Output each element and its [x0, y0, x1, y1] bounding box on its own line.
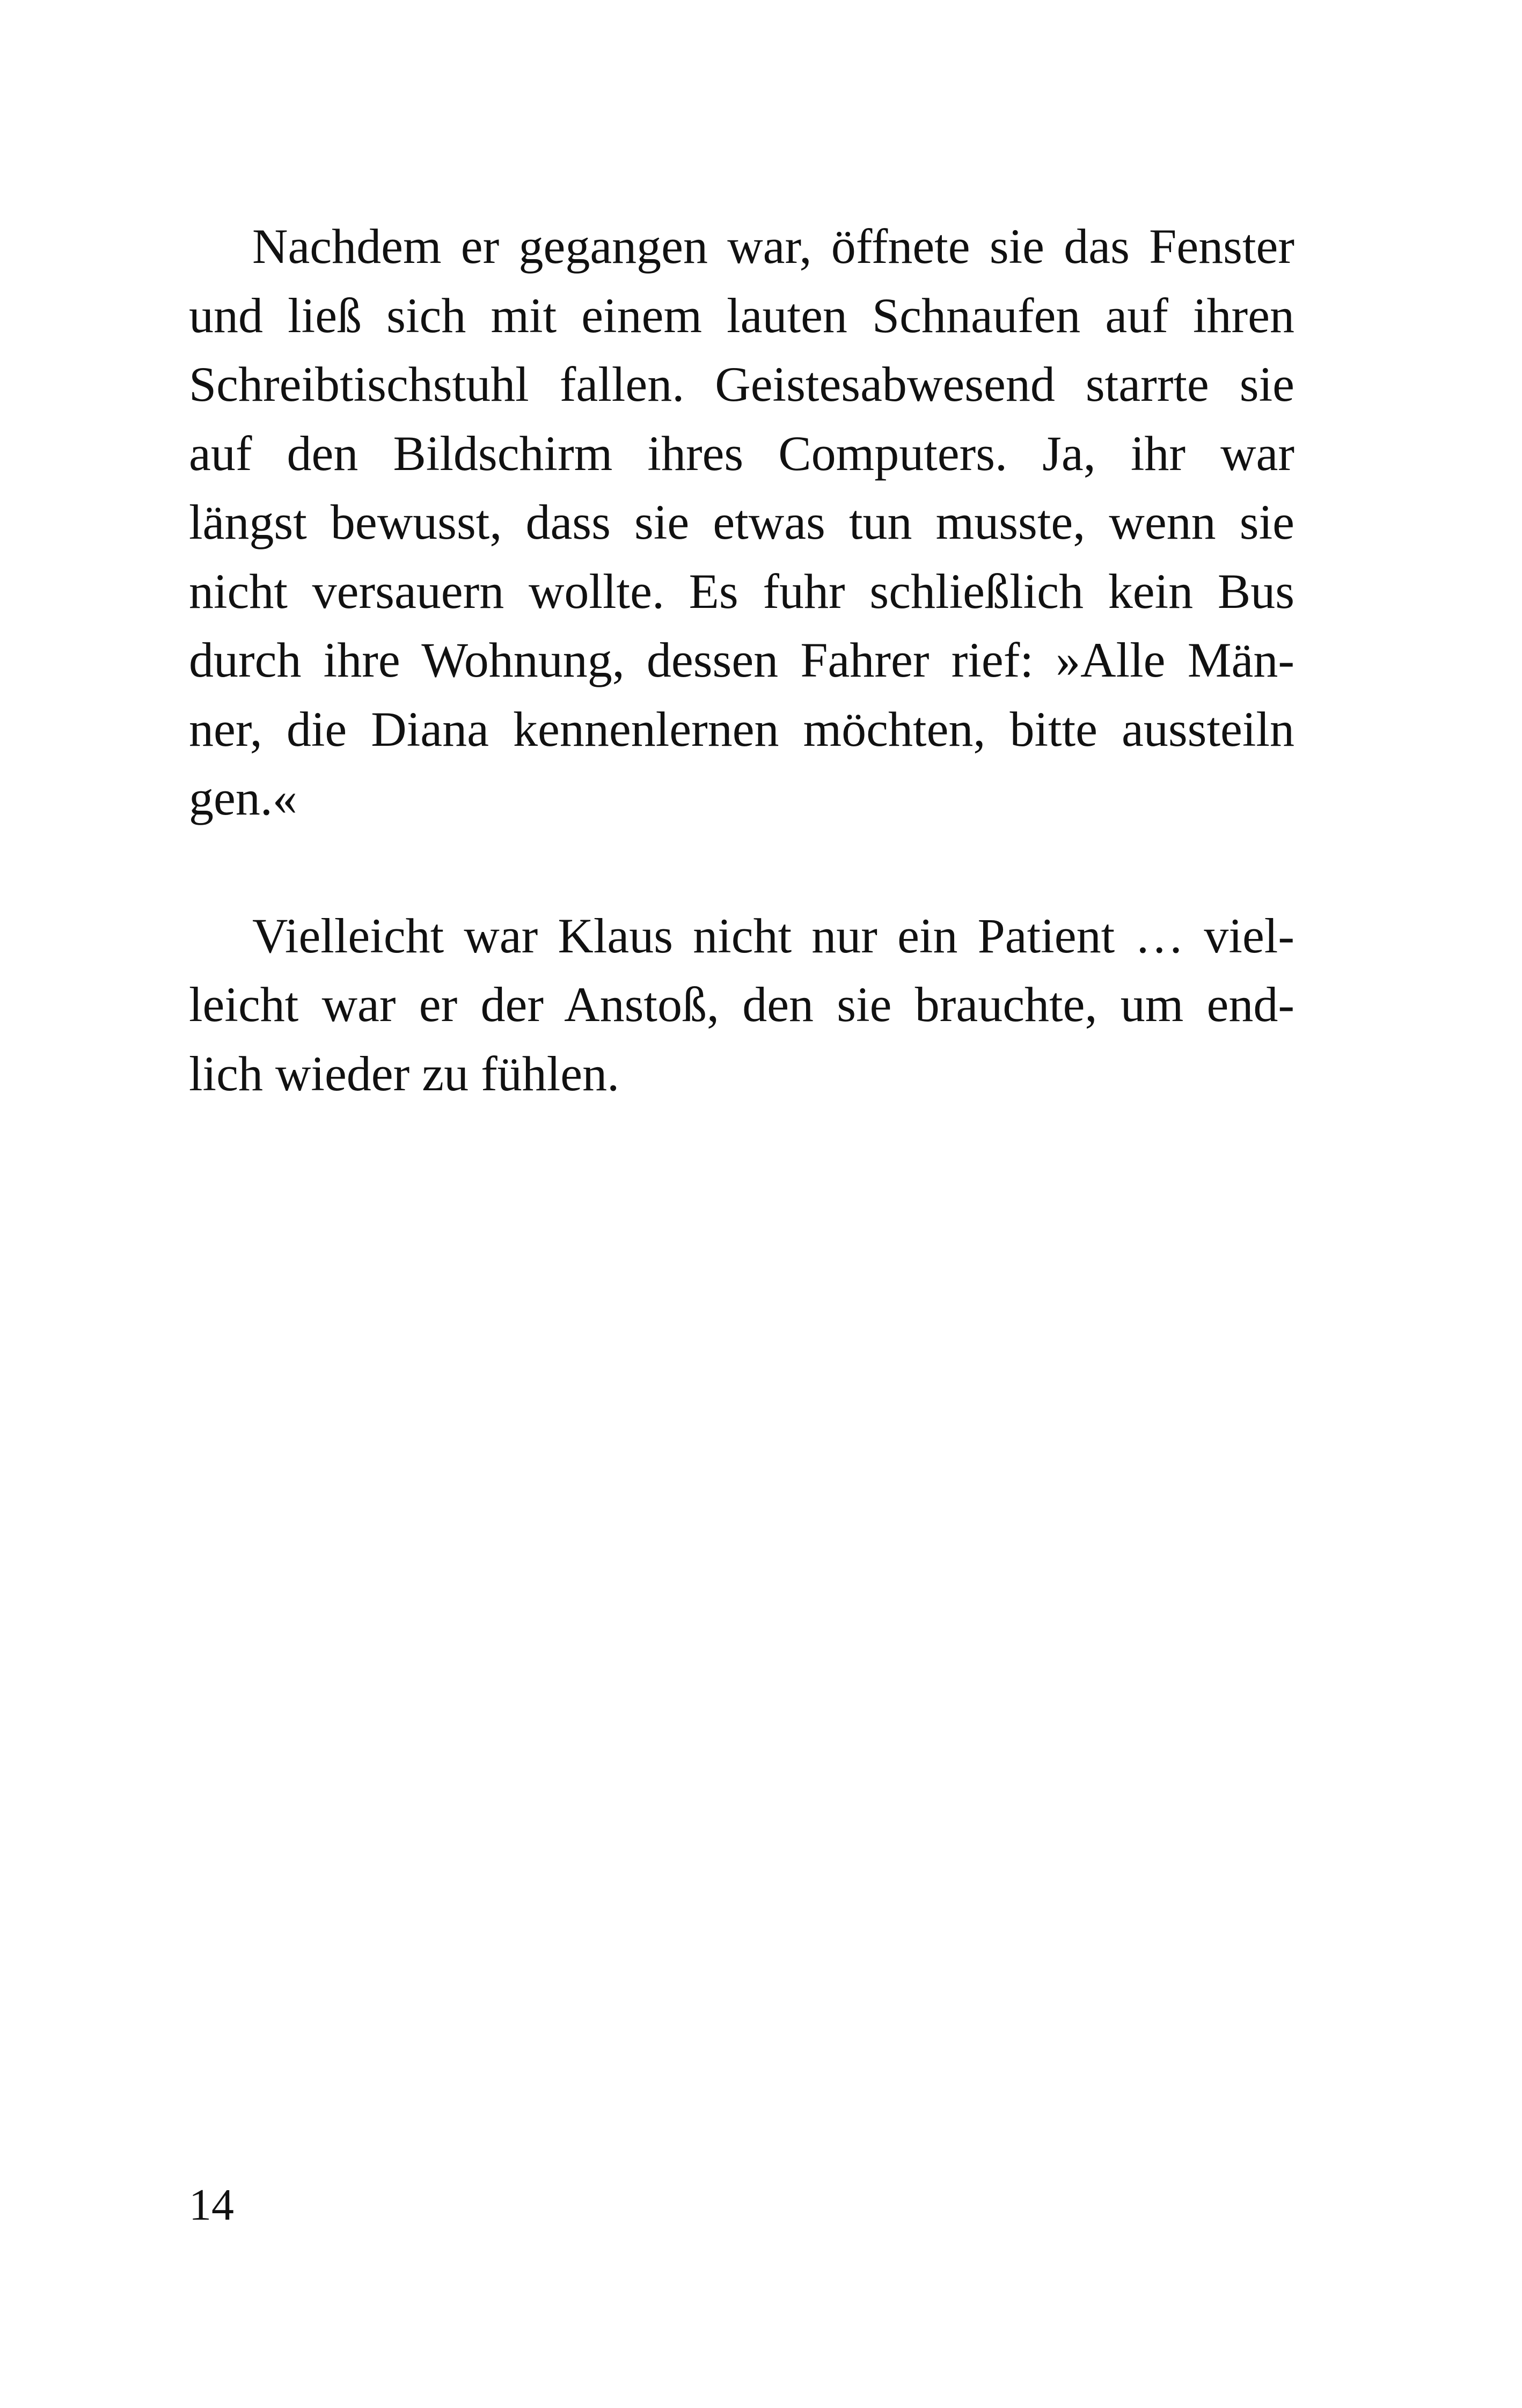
text-line: lich wieder zu fühlen. — [189, 1046, 620, 1101]
text-line: leicht war er der Anstoß, den sie brauchte, um end- — [189, 977, 1294, 1032]
text-line: und ließ sich mit einem lauten Schnaufen auf ihren — [189, 288, 1294, 343]
text-line: ner, die Diana kennenlernen möchten, bitte aussteiln — [189, 701, 1294, 757]
text-line: Vielleicht war Klaus nicht nur ein Patient … viel- — [252, 908, 1294, 963]
text-line: Schreibtischstuhl fallen. Geistesabwesend starrte sie — [189, 357, 1294, 412]
text-line: durch ihre Wohnung, dessen Fahrer rief: »Alle Män- — [189, 633, 1294, 687]
text-line: gen.« — [189, 770, 297, 825]
paragraph-spacer — [189, 833, 1294, 901]
text-line: auf den Bildschirm ihres Computers. Ja, ihr war — [189, 425, 1294, 481]
page-number: 14 — [189, 2180, 234, 2230]
text-line: nicht versauern wollte. Es fuhr schließlich kein Bus — [189, 563, 1294, 619]
paragraph-2 — [189, 901, 1294, 1108]
body-text — [189, 212, 1294, 1108]
text-line: Nachdem er gegangen war, öffnete sie das Fenster — [252, 219, 1294, 274]
paragraph-1 — [189, 212, 1294, 833]
text-line: längst bewusst, dass sie etwas tun musste, wenn sie — [189, 495, 1294, 549]
